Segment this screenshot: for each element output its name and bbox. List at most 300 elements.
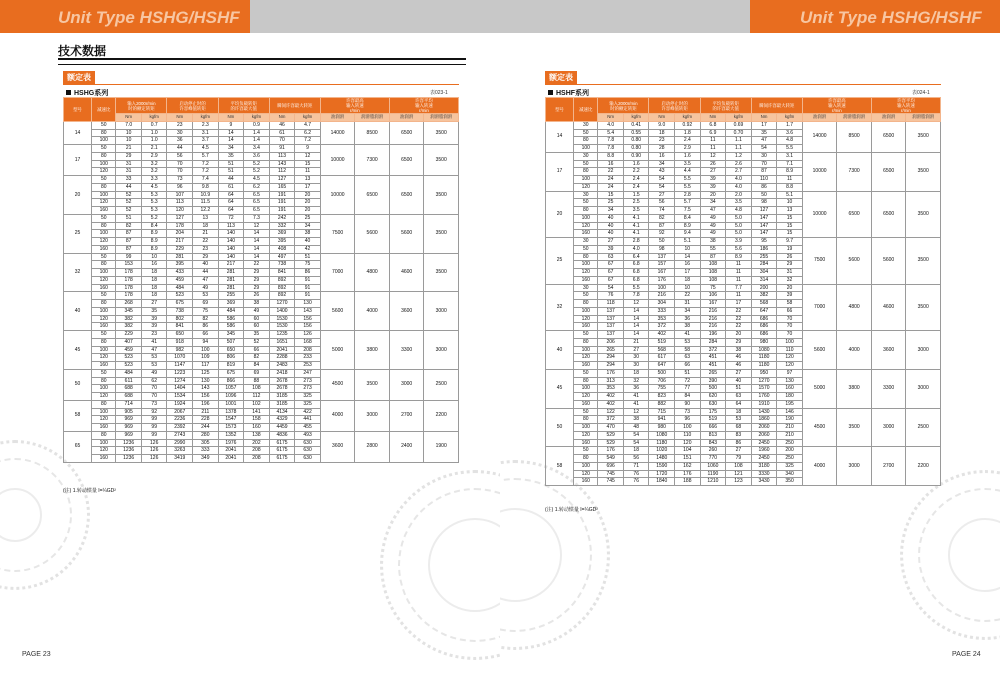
value-cell: 281 <box>218 276 244 284</box>
value-cell: 1274 <box>167 377 193 385</box>
value-cell: 4.8 <box>726 207 752 215</box>
value-cell: 87 <box>116 238 142 246</box>
value-cell: 100 <box>574 424 598 432</box>
value-cell: 210 <box>777 431 803 439</box>
value-cell: 0.92 <box>675 121 701 129</box>
value-cell: 102 <box>244 400 270 408</box>
header-peak-torque: 启动停止时的 许容峰值转矩 <box>167 98 218 114</box>
value-cell: 892 <box>269 284 295 292</box>
speed-cell: 2500 <box>906 408 941 447</box>
header-momentary-torque: 瞬间许容最大转矩 <box>269 98 320 114</box>
value-cell: 2418 <box>269 369 295 377</box>
value-cell: 100 <box>574 176 598 184</box>
value-cell: 188 <box>675 478 701 486</box>
value-cell: 568 <box>751 300 777 308</box>
value-cell: 529 <box>598 431 624 439</box>
value-cell: 630 <box>295 447 321 455</box>
model-cell: 14 <box>546 121 574 152</box>
value-cell: 80 <box>92 338 116 346</box>
value-cell: 120 <box>92 354 116 362</box>
value-cell: 178 <box>167 222 193 230</box>
value-cell: 18 <box>726 408 752 416</box>
value-cell: 50 <box>649 238 675 246</box>
speed-cell: 10000 <box>802 152 837 191</box>
value-cell: 13 <box>295 176 321 184</box>
value-cell: 143 <box>295 307 321 315</box>
value-cell: 50 <box>574 199 598 207</box>
value-cell: 35 <box>751 129 777 137</box>
value-cell: 70 <box>141 385 167 393</box>
value-cell: 87 <box>116 230 142 238</box>
value-cell: 120 <box>92 168 116 176</box>
speed-cell: 7300 <box>355 145 390 176</box>
value-cell: 160 <box>574 323 598 331</box>
value-cell: 50 <box>92 176 116 184</box>
value-cell: 100 <box>574 307 598 315</box>
value-cell: 4.0 <box>623 245 649 253</box>
speed-cell: 3500 <box>837 408 872 447</box>
value-cell: 2288 <box>269 354 295 362</box>
value-cell: 31 <box>116 160 142 168</box>
value-cell: 143 <box>269 160 295 168</box>
value-cell: 459 <box>116 346 142 354</box>
speed-cell: 7000 <box>802 284 837 331</box>
value-cell: 0.55 <box>623 129 649 137</box>
speed-cell: 3600 <box>871 331 906 370</box>
value-cell: 58 <box>777 300 803 308</box>
speed-cell: 3000 <box>424 292 459 331</box>
value-cell: 80 <box>574 377 598 385</box>
value-cell: 77 <box>675 385 701 393</box>
value-cell: 112 <box>244 393 270 401</box>
value-cell: 294 <box>598 354 624 362</box>
value-cell: 22 <box>244 261 270 269</box>
value-cell: 1352 <box>218 431 244 439</box>
value-cell: 333 <box>193 447 219 455</box>
value-cell: 75 <box>295 261 321 269</box>
value-cell: 50 <box>92 331 116 339</box>
value-cell: 160 <box>92 245 116 253</box>
value-cell: 3263 <box>167 447 193 455</box>
model-cell: 58 <box>64 400 92 431</box>
value-cell: 10 <box>141 253 167 261</box>
header-unit: 润滑脂润滑 <box>906 114 941 122</box>
header-unit: 润滑脂润滑 <box>424 114 459 122</box>
value-cell: 2.3 <box>193 121 219 129</box>
value-cell: 14 <box>218 129 244 137</box>
value-cell: 3.5 <box>726 199 752 207</box>
value-cell: 41 <box>675 331 701 339</box>
value-cell: 10 <box>675 245 701 253</box>
value-cell: 100 <box>574 346 598 354</box>
value-cell: 2.0 <box>726 191 752 199</box>
value-cell: 382 <box>116 315 142 323</box>
value-cell: 1060 <box>700 462 726 470</box>
value-cell: 84 <box>244 362 270 370</box>
speed-cell: 4800 <box>837 284 872 331</box>
value-cell: 4836 <box>269 431 295 439</box>
value-cell: 22 <box>726 315 752 323</box>
value-cell: 211 <box>193 408 219 416</box>
header-unit: 油润滑 <box>871 114 906 122</box>
value-cell: 484 <box>116 369 142 377</box>
value-cell: 80 <box>92 129 116 137</box>
value-cell: 100 <box>193 346 219 354</box>
value-cell: 4.1 <box>623 230 649 238</box>
value-cell: 51 <box>726 385 752 393</box>
value-cell: 1400 <box>269 307 295 315</box>
value-cell: 79 <box>726 455 752 463</box>
value-cell: 87 <box>700 253 726 261</box>
value-cell: 38 <box>623 416 649 424</box>
value-cell: 2392 <box>167 424 193 432</box>
value-cell: 122 <box>598 408 624 416</box>
value-cell: 422 <box>295 408 321 416</box>
value-cell: 26 <box>777 253 803 261</box>
value-cell: 493 <box>295 431 321 439</box>
value-cell: 100 <box>574 385 598 393</box>
value-cell: 47 <box>751 137 777 145</box>
gear-watermark <box>900 470 1000 640</box>
value-cell: 647 <box>649 362 675 370</box>
table-row <box>64 331 459 339</box>
value-cell: 137 <box>649 253 675 261</box>
value-cell: 305 <box>193 439 219 447</box>
section-line <box>63 84 459 85</box>
value-cell: 138 <box>244 431 270 439</box>
value-cell: 4.8 <box>777 137 803 145</box>
value-cell: 11 <box>726 269 752 277</box>
value-cell: 100 <box>92 385 116 393</box>
value-cell: 156 <box>193 393 219 401</box>
value-cell: 519 <box>649 338 675 346</box>
value-cell: 3.1 <box>193 129 219 137</box>
value-cell: 369 <box>269 230 295 238</box>
value-cell: 0.80 <box>623 145 649 153</box>
value-cell: 50 <box>574 245 598 253</box>
value-cell: 15 <box>295 160 321 168</box>
table-note: (注) 1.转动惯量 I=¼GD² <box>63 488 116 494</box>
value-cell: 32 <box>777 276 803 284</box>
value-cell: 14 <box>244 253 270 261</box>
value-cell: 50 <box>92 292 116 300</box>
value-cell: 1070 <box>167 354 193 362</box>
value-cell: 3419 <box>167 455 193 463</box>
value-cell: 3430 <box>751 478 777 486</box>
value-cell: 1270 <box>751 377 777 385</box>
value-cell: 49 <box>244 307 270 315</box>
value-cell: 304 <box>649 300 675 308</box>
value-cell: 80 <box>574 207 598 215</box>
value-cell: 100 <box>574 261 598 269</box>
value-cell: 91 <box>295 276 321 284</box>
value-cell: 4.7 <box>295 121 321 129</box>
value-cell: 38 <box>244 300 270 308</box>
value-cell: 265 <box>700 369 726 377</box>
value-cell: 56 <box>649 199 675 207</box>
value-cell: 80 <box>574 416 598 424</box>
value-cell: 1180 <box>649 439 675 447</box>
value-cell: 2.8 <box>623 238 649 246</box>
value-cell: 630 <box>295 439 321 447</box>
value-cell: 7.7 <box>726 284 752 292</box>
value-cell: 5.2 <box>141 214 167 222</box>
value-cell: 112 <box>269 168 295 176</box>
value-cell: 191 <box>269 199 295 207</box>
value-cell: 50 <box>92 145 116 153</box>
value-cell: 92 <box>649 230 675 238</box>
value-cell: 16 <box>675 261 701 269</box>
value-cell: 353 <box>598 385 624 393</box>
value-cell: 67 <box>598 261 624 269</box>
value-cell: 120 <box>92 393 116 401</box>
value-cell: 153 <box>116 261 142 269</box>
speed-cell: 10000 <box>320 145 355 176</box>
value-cell: 402 <box>598 400 624 408</box>
speed-cell: 3500 <box>906 191 941 238</box>
value-cell: 44 <box>193 269 219 277</box>
value-cell: 167 <box>649 269 675 277</box>
value-cell: 3.5 <box>623 207 649 215</box>
table-row <box>546 447 941 455</box>
value-cell: 72 <box>675 377 701 385</box>
value-cell: 100 <box>92 307 116 315</box>
value-cell: 16 <box>649 152 675 160</box>
value-cell: 304 <box>751 269 777 277</box>
value-cell: 76 <box>623 478 649 486</box>
speed-cell: 3500 <box>424 176 459 215</box>
speed-cell: 2700 <box>389 400 424 431</box>
value-cell: 5.5 <box>675 176 701 184</box>
value-cell: 100 <box>92 408 116 416</box>
value-cell: 715 <box>649 408 675 416</box>
value-cell: 50 <box>574 331 598 339</box>
series-title: HSHF系列 <box>548 88 589 98</box>
value-cell: 1404 <box>167 385 193 393</box>
value-cell: 50 <box>574 129 598 137</box>
value-cell: 18 <box>141 284 167 292</box>
value-cell: 97 <box>777 369 803 377</box>
value-cell: 6.5 <box>244 207 270 215</box>
value-cell: 31 <box>777 269 803 277</box>
value-cell: 1.0 <box>141 137 167 145</box>
value-cell: 100 <box>92 230 116 238</box>
value-cell: 260 <box>700 447 726 455</box>
value-cell: 100 <box>92 137 116 145</box>
value-cell: 2678 <box>269 385 295 393</box>
value-cell: 178 <box>116 269 142 277</box>
value-cell: 21 <box>116 145 142 153</box>
value-cell: 104 <box>675 447 701 455</box>
value-cell: 75 <box>193 307 219 315</box>
value-cell: 91 <box>295 292 321 300</box>
value-cell: 2236 <box>167 416 193 424</box>
value-cell: 11 <box>700 137 726 145</box>
value-cell: 647 <box>751 307 777 315</box>
value-cell: 147 <box>751 214 777 222</box>
value-cell: 47 <box>141 346 167 354</box>
value-cell: 156 <box>295 323 321 331</box>
table-row <box>546 408 941 416</box>
speed-cell: 3500 <box>424 145 459 176</box>
value-cell: 353 <box>649 315 675 323</box>
value-cell: 40 <box>726 377 752 385</box>
speed-cell: 2200 <box>906 447 941 486</box>
value-cell: 620 <box>700 393 726 401</box>
value-cell: 4.0 <box>598 121 624 129</box>
value-cell: 42 <box>295 245 321 253</box>
value-cell: 191 <box>269 207 295 215</box>
table-row <box>64 145 459 153</box>
value-cell: 38 <box>295 230 321 238</box>
value-cell: 100 <box>92 191 116 199</box>
value-cell: 54 <box>649 183 675 191</box>
value-cell: 284 <box>700 338 726 346</box>
header-unit: Nm <box>700 114 726 122</box>
value-cell: 17 <box>751 121 777 129</box>
value-cell: 281 <box>167 253 193 261</box>
value-cell: 2.5 <box>623 199 649 207</box>
value-cell: 147 <box>751 230 777 238</box>
value-cell: 54 <box>623 439 649 447</box>
value-cell: 70 <box>269 137 295 145</box>
value-cell: 94 <box>193 338 219 346</box>
value-cell: 941 <box>649 416 675 424</box>
value-cell: 25 <box>295 214 321 222</box>
value-cell: 80 <box>92 377 116 385</box>
speed-cell: 3000 <box>837 447 872 486</box>
value-cell: 4459 <box>269 424 295 432</box>
value-cell: 630 <box>295 455 321 463</box>
value-cell: 38 <box>675 323 701 331</box>
header-momentary-torque: 瞬间许容最大转矩 <box>751 98 802 114</box>
header-unit: kgfm <box>675 114 701 122</box>
value-cell: 110 <box>751 176 777 184</box>
value-cell: 14 <box>244 230 270 238</box>
value-cell: 39 <box>700 176 726 184</box>
value-cell: 650 <box>167 331 193 339</box>
value-cell: 402 <box>649 331 675 339</box>
speed-cell: 3500 <box>906 121 941 152</box>
value-cell: 175 <box>700 408 726 416</box>
value-cell: 12 <box>623 300 649 308</box>
value-cell: 8.9 <box>141 245 167 253</box>
value-cell: 1147 <box>167 362 193 370</box>
value-cell: 35 <box>244 331 270 339</box>
value-cell: 0.7 <box>141 121 167 129</box>
speed-cell: 3800 <box>837 369 872 408</box>
value-cell: 333 <box>649 307 675 315</box>
value-cell: 17 <box>295 183 321 191</box>
value-cell: 35 <box>218 152 244 160</box>
table-ref: 表023-1 <box>430 90 448 96</box>
value-cell: 66 <box>675 362 701 370</box>
value-cell: 91 <box>269 145 295 153</box>
value-cell: 451 <box>700 362 726 370</box>
value-cell: 484 <box>218 307 244 315</box>
speed-cell: 3600 <box>389 292 424 331</box>
value-cell: 160 <box>574 400 598 408</box>
value-cell: 390 <box>700 377 726 385</box>
speed-cell: 10000 <box>320 176 355 215</box>
value-cell: 40 <box>193 261 219 269</box>
value-cell: 206 <box>598 338 624 346</box>
value-cell: 529 <box>598 439 624 447</box>
value-cell: 120 <box>574 354 598 362</box>
value-cell: 9.4 <box>675 230 701 238</box>
value-cell: 7.1 <box>777 160 803 168</box>
value-cell: 50 <box>92 253 116 261</box>
value-cell: 982 <box>167 346 193 354</box>
value-cell: 1547 <box>218 416 244 424</box>
value-cell: 28 <box>649 145 675 153</box>
value-cell: 34 <box>295 222 321 230</box>
value-cell: 160 <box>574 230 598 238</box>
value-cell: 2.2 <box>623 168 649 176</box>
value-cell: 34 <box>700 199 726 207</box>
value-cell: 14 <box>623 307 649 315</box>
value-cell: 8.9 <box>726 253 752 261</box>
value-cell: 127 <box>167 214 193 222</box>
value-cell: 2.4 <box>623 176 649 184</box>
value-cell: 30 <box>751 152 777 160</box>
value-cell: 36 <box>623 385 649 393</box>
value-cell: 120 <box>92 416 116 424</box>
value-cell: 1080 <box>649 431 675 439</box>
value-cell: 4.0 <box>726 183 752 191</box>
value-cell: 650 <box>218 346 244 354</box>
speed-cell: 10000 <box>802 191 837 238</box>
model-cell: 17 <box>64 145 92 176</box>
value-cell: 76 <box>623 470 649 478</box>
value-cell: 31 <box>116 168 142 176</box>
value-cell: 27 <box>141 300 167 308</box>
speed-cell: 5600 <box>802 331 837 370</box>
value-cell: 98 <box>751 199 777 207</box>
speed-cell: 6500 <box>871 152 906 191</box>
value-cell: 1236 <box>116 455 142 463</box>
speed-cell: 5600 <box>320 292 355 331</box>
value-cell: 39 <box>700 183 726 191</box>
top-banner-gray <box>250 0 500 33</box>
speed-cell: 7300 <box>837 152 872 191</box>
value-cell: 7.2 <box>193 160 219 168</box>
header-avg-speed: 许容平均 输入转速 r/min <box>871 98 940 114</box>
header-max-speed: 许容最高 输入转速 r/min <box>802 98 871 114</box>
header-unit: 油润滑 <box>802 114 837 122</box>
header-avg-torque: 平均负载转矩 的许容最大值 <box>218 98 269 114</box>
value-cell: 196 <box>700 331 726 339</box>
value-cell: 210 <box>777 424 803 432</box>
value-cell: 217 <box>167 238 193 246</box>
value-cell: 51 <box>295 253 321 261</box>
spec-table-hshf <box>545 97 941 486</box>
value-cell: 1236 <box>116 439 142 447</box>
value-cell: 980 <box>649 424 675 432</box>
value-cell: 1.2 <box>726 152 752 160</box>
value-cell: 38 <box>726 346 752 354</box>
value-cell: 160 <box>574 439 598 447</box>
value-cell: 813 <box>700 431 726 439</box>
value-cell: 216 <box>700 323 726 331</box>
value-cell: 68 <box>726 424 752 432</box>
value-cell: 9 <box>295 145 321 153</box>
value-cell: 100 <box>777 338 803 346</box>
value-cell: 6.8 <box>700 121 726 129</box>
series-title: HSHG系列 <box>66 88 108 98</box>
value-cell: 5.1 <box>777 191 803 199</box>
value-cell: 127 <box>751 207 777 215</box>
